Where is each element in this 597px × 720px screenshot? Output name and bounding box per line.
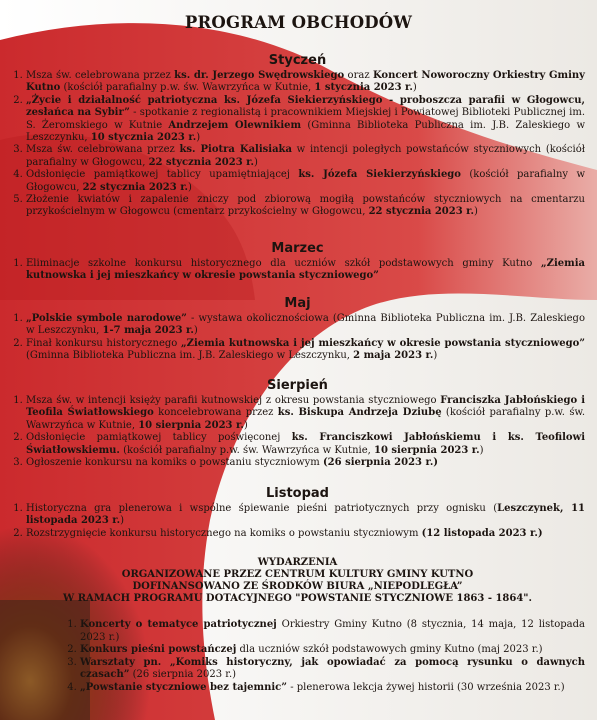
events-heading-line: WYDARZENIA [257, 557, 338, 568]
text: Rozstrzygnięcie konkursu historycznego na komiks o powstaniu styczniowym [26, 527, 422, 539]
bold-text: Koncerty o tematyce patriotycznej [80, 619, 277, 630]
text: Ogłoszenie konkursu na komiks o powstaniu styczniowym [26, 457, 323, 469]
bold-text: „Ziemia kutnowska i jej mieszkańcy w okresie powstania styczniowego” [180, 337, 585, 349]
text: dla uczniów szkół podstawowych gminy Kutno (maj 2023 r.) [236, 644, 543, 656]
month-heading: Listopad [265, 486, 329, 501]
text: koncelebrowana przez [153, 407, 278, 419]
bold-text: 1 stycznia 2023 r. [314, 82, 413, 94]
event-list [10, 258, 585, 283]
section-maj [10, 296, 585, 363]
list-item [26, 432, 585, 457]
text: (26 sierpnia 2023 r.) [129, 669, 237, 681]
text: Orkiestry Gminy Kutno (8 stycznia, 14 maja, 12 listopada 2023 r.) [80, 619, 586, 643]
text: Msza św. celebrowana przez [26, 144, 180, 156]
bold-text: Andrzejem Olewnikiem [168, 119, 302, 131]
text: Finał konkursu historycznego [26, 337, 181, 349]
bold-text: „Polskie symbole narodowe” [26, 313, 187, 324]
list-item [80, 619, 585, 644]
section-styczen [10, 53, 585, 219]
document-title: PROGRAM OBCHODÓW [184, 13, 413, 32]
text: (Gminna Biblioteka Publiczna im. J.B. Zaleskiego w Leszczynku, [26, 350, 354, 362]
text: (Gminna Biblioteka Publiczna im. J.B. Zaleskiego w Leszczynku, [26, 119, 586, 144]
list-item [26, 144, 585, 169]
text: ) [120, 515, 124, 527]
bold-text: (12 listopada 2023 r.) [421, 527, 543, 539]
events-heading-line: W RAMACH PROGRAMU DOTACYJNEGO "POWSTANIE STYCZNIOWE 1863 - 1864". [63, 593, 532, 604]
bold-text: 10 sierpnia 2023 r. [374, 444, 480, 456]
bold-text: Konkurs pieśni powstańczej [80, 644, 237, 656]
bold-text: 10 sierpnia 2023 r. [138, 419, 244, 431]
bold-text: ks. Józefa Siekierzyńskiego [298, 169, 461, 181]
month-heading: Maj [284, 296, 311, 311]
text: ) [196, 132, 201, 144]
list-item [26, 457, 585, 469]
bold-text: „Ziemia kutnowska i jej mieszkańcy w okresie powstania styczniowego” [26, 258, 585, 282]
text: Msza św. w intencji księży parafii kutnowskiej z okresu powstania styczniowego [26, 395, 441, 406]
text: - spotkanie z regionalistą i pracownikiem Miejskiej i Powiatowej Biblioteki Publicznej im. S. Żeromskiego w Kutnie [26, 107, 585, 131]
text: (kościół parafialny p.w. św. Wawrzyńca w Kutnie, [26, 407, 586, 431]
event-list [10, 503, 585, 540]
text: ) [479, 444, 484, 456]
text: (kościół parafialny p.w. św. Wawrzyńca w Kutnie, [119, 444, 374, 456]
bold-text: 22 stycznia 2023 r. [82, 181, 189, 193]
list-item [26, 395, 585, 432]
event-list [10, 395, 585, 469]
list-item [26, 95, 585, 145]
list-item [26, 528, 585, 540]
events-heading [10, 557, 585, 605]
text: Eliminacje szkolne konkursu historycznego dla uczniów szkół podstawowych gminy Kutno [26, 258, 541, 269]
list-item [80, 644, 585, 657]
bold-text: 1-7 maja 2023 r. [102, 325, 194, 337]
bold-text: ks. Biskupa Andrzeja Dziubę [277, 407, 442, 419]
text: Odsłonięcie pamiątkowej tablicy upamiętniającej [26, 169, 299, 181]
bold-text: (26 sierpnia 2023 r.) [322, 457, 439, 469]
month-heading: Styczeń [268, 53, 327, 68]
text: Złożenie kwiatów i zapalenie zniczy pod zbiorową mogiłą powstańców styczniowych na cmentarzu przykościelnym w Głogowcu (cmentarz przykościelny w Głogowcu, [26, 194, 585, 218]
bold-text: Franciszka Jabłońskiego i Teofila Światłowskiego [26, 395, 585, 419]
bold-text: Warsztaty pn. „Komiks historyczny, jak opowiadać za pomocą rysunku o dawnych czasach” [80, 656, 585, 681]
list-item [26, 503, 585, 528]
bold-text: Koncert Noworoczny Orkiestry Gminy Kutno [26, 70, 585, 94]
text: ) [433, 350, 438, 362]
text: ) [412, 82, 417, 94]
bold-text: Leszczynek, 11 listopada 2023 r. [26, 503, 585, 527]
events-heading-line: ORGANIZOWANE PRZEZ CENTRUM KULTURY GMINY KUTNO [121, 569, 474, 580]
text: ) [188, 181, 192, 193]
list-item [26, 70, 585, 95]
text: Odsłonięcie pamiątkowej tablicy poświęconej [26, 432, 292, 444]
text: ) [193, 325, 198, 337]
bold-text: ks. dr. Jerzego Swędrowskiego [174, 70, 345, 81]
section-marzec [10, 241, 585, 283]
bold-text: ks. Franciszkowi Jabłońskiemu i ks. Teofilowi Światłowskiemu. [26, 432, 585, 456]
text: Historyczna gra plenerowa i wspólne śpiewanie pieśni patriotycznych przy ognisku ( [26, 503, 498, 514]
text: - wystawa okolicznościowa (Gminna Biblioteka Publiczna im. J.B. Zaleskiego w Leszczynku, [26, 313, 585, 337]
event-list [10, 313, 585, 363]
list-item [26, 338, 585, 363]
bold-text: ks. Piotra Kalisiaka [179, 144, 292, 156]
bold-text: 2 maja 2023 r. [353, 350, 434, 362]
events-list [10, 619, 585, 695]
text: (kościół parafialny p.w. św. Wawrzyńca w Kutnie, [60, 82, 315, 94]
section-sierpien [10, 378, 585, 469]
bold-text: „Życie i działalność patriotyczna ks. Józefa Siekierzyńskiego - proboszcza parafii w Głogowcu, zesłańca na Sybir” [26, 94, 585, 119]
events-heading-line: DOFINANSOWANO ZE ŚRODKÓW BIURA „NIEPODLEGŁA” [132, 581, 463, 592]
text: Msza św. celebrowana przez [26, 70, 175, 81]
list-item [26, 169, 585, 194]
bold-text: 10 stycznia 2023 r. [90, 132, 197, 144]
bold-text: 22 stycznia 2023 r. [368, 206, 474, 218]
section-listopad [10, 486, 585, 540]
text: ) [253, 156, 258, 168]
month-heading: Marzec [271, 241, 324, 256]
text: oraz [344, 70, 373, 81]
list-item [80, 682, 585, 695]
bold-text: „Powstanie styczniowe bez tajemnic” [80, 681, 288, 693]
text: ) [243, 419, 248, 431]
section-wydarzenia [10, 557, 585, 695]
list-item [26, 194, 585, 219]
list-item [26, 258, 585, 283]
bold-text: 22 stycznia 2023 r. [148, 156, 254, 168]
text: - plenerowa lekcja żywej historii (30 września 2023 r.) [287, 681, 565, 693]
text: w intencji poległych powstańców styczniowych (kościół parafialny w Głogowcu, [26, 144, 585, 168]
list-item [26, 313, 585, 338]
list-item [80, 657, 585, 682]
text: (kościół parafialny w Głogowcu, [26, 169, 586, 193]
month-heading: Sierpień [267, 378, 328, 393]
event-list [10, 70, 585, 219]
text: ) [474, 206, 478, 218]
